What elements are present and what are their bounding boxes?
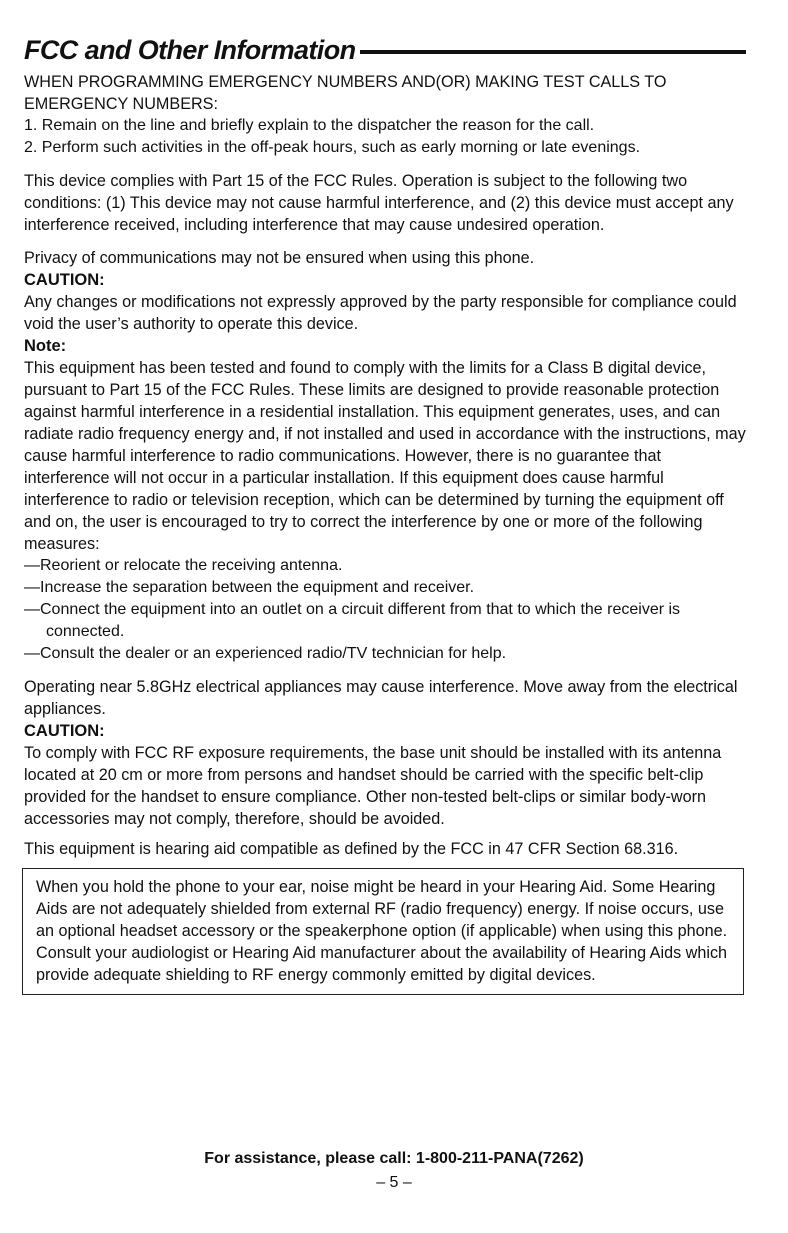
privacy-paragraph: Privacy of communications may not be ensured when using this phone.	[24, 249, 535, 267]
emergency-item: 1. Remain on the line and briefly explain to the dispatcher the reason for the call.	[24, 117, 595, 134]
page-title: FCC and Other Information	[24, 34, 356, 65]
measures-list	[24, 555, 746, 665]
measure-item: —Increase the separation between the equipment and receiver.	[24, 579, 475, 596]
caution-text-2: To comply with FCC RF exposure requirements, the base unit should be installed with its antenna located at 20 cm or more from persons and handset should be carried with the specific belt-clip provided for the handset to ensure compliance. Other non-tested belt-clips or similar body-worn accessories may not comply, therefore, should be avoided.	[24, 744, 722, 828]
part15-paragraph: This device complies with Part 15 of the FCC Rules. Operation is subject to the following two conditions: (1) This device may not cause harmful interference, and (2) this device must accept any interference received, including interference that may cause undesired operation.	[24, 172, 734, 234]
measure-item: —Connect the equipment into an outlet on a circuit different from that to which the receiver is connected.	[24, 601, 681, 640]
caution-heading: CAUTION:	[24, 271, 105, 289]
title-rule	[360, 50, 747, 54]
title-row	[24, 30, 746, 70]
hearing-aid-text: When you hold the phone to your ear, noise might be heard in your Hearing Aid. Some Hearing Aids are not adequately shielded from external RF (radio frequency) energy. If noise occurs, use an optional headset accessory or the speakerphone option (if applicable) when using this phone. Consult your audiologist or Hearing Aid manufacturer about the availability of Hearing Aids which provide adequate shielding to RF energy commonly emitted by digital devices.	[36, 878, 728, 984]
assistance-line: For assistance, please call: 1-800-211-PANA(7262)	[204, 1150, 584, 1167]
measure-item: —Consult the dealer or an experienced radio/TV technician for help.	[24, 645, 507, 662]
caution-text: Any changes or modifications not expressly approved by the party responsible for compliance could void the user’s authority to operate this device.	[24, 293, 737, 333]
hearing-aid-box	[22, 868, 744, 995]
page-content	[24, 30, 746, 995]
caution-heading-2: CAUTION:	[24, 722, 105, 740]
hac-paragraph: This equipment is hearing aid compatible as defined by the FCC in 47 CFR Section 68.316.	[24, 840, 679, 858]
emergency-list	[24, 115, 746, 159]
note-text: This equipment has been tested and found to comply with the limits for a Class B digital device, pursuant to Part 15 of the FCC Rules. These limits are designed to provide reasonable protection against harmful interference in a residential installation. This equipment generates, uses, and can radiate radio frequency energy and, if not installed and used in accordance with the instructions, may cause harmful interference to radio communications. However, there is no guarantee that interference will not occur in a particular installation. If this equipment does cause harmful interference to radio or television reception, which can be determined by turning the equipment off and on, the user is encouraged to try to correct the interference by one or more of the following measures:	[24, 359, 746, 553]
emergency-item: 2. Perform such activities in the off-peak hours, such as early morning or late evenings.	[24, 139, 641, 156]
operating-paragraph: Operating near 5.8GHz electrical appliances may cause interference. Move away from the electrical appliances.	[24, 678, 738, 718]
emergency-intro: WHEN PROGRAMMING EMERGENCY NUMBERS AND(OR) MAKING TEST CALLS TO EMERGENCY NUMBERS:	[24, 73, 667, 113]
note-heading: Note:	[24, 337, 67, 355]
measure-item: —Reorient or relocate the receiving antenna.	[24, 557, 343, 574]
page-number: – 5 –	[376, 1174, 412, 1191]
page-footer	[0, 1150, 788, 1192]
